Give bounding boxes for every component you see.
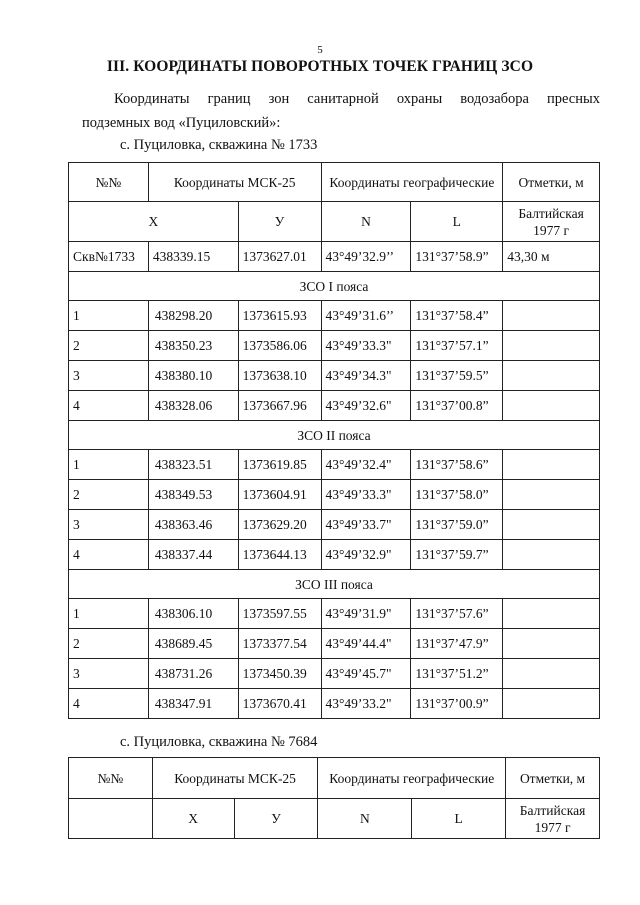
cell-y: 1373629.20 (238, 510, 321, 540)
cell-x: 438349.53 (148, 480, 238, 510)
cell-l: 131°37’47.9” (411, 629, 503, 659)
cell-l: 131°37’00.9” (411, 689, 503, 719)
cell-x: 438298.20 (148, 301, 238, 331)
cell-num: 1 (69, 599, 149, 629)
table-row (69, 391, 600, 421)
header-msk: Координаты МСК-25 (152, 758, 318, 799)
cell-mark (503, 480, 600, 510)
cell-num: 1 (69, 450, 149, 480)
cell-n: 43°49’45.7" (321, 659, 411, 689)
cell-num: 4 (69, 391, 149, 421)
header-num: №№ (69, 758, 153, 799)
header-baltic: Балтийская 1977 г (506, 799, 600, 839)
well-cell: Скв№1733 (69, 242, 149, 272)
cell-y: 1373667.96 (238, 391, 321, 421)
header-msk: Координаты МСК-25 (148, 163, 321, 202)
cell-y: 1373644.13 (238, 540, 321, 570)
section-heading: III. КООРДИНАТЫ ПОВОРОТНЫХ ТОЧЕК ГРАНИЦ ЗСО (106, 58, 534, 75)
cell-x: 438328.06 (148, 391, 238, 421)
cell-n: 43°49’34.3" (321, 361, 411, 391)
cell-x: 438337.44 (148, 540, 238, 570)
intro-text-line1: Координаты границ зон санитарной охраны водозабора пресных (114, 91, 600, 107)
intro-text-line2: подземных вод «Пуциловский»: (82, 115, 281, 131)
zone3-title: ЗСО III пояса (69, 570, 600, 599)
cell-x: 438689.45 (148, 629, 238, 659)
table-row (69, 331, 600, 361)
zone1-title: ЗСО I пояса (69, 272, 600, 301)
cell-l: 131°37’57.6” (411, 599, 503, 629)
well-l: 131°37’58.9” (411, 242, 503, 272)
table-row (69, 540, 600, 570)
cell-y: 1373638.10 (238, 361, 321, 391)
header-marks: Отметки, м (506, 758, 600, 799)
cell-y: 1373619.85 (238, 450, 321, 480)
cell-y: 1373450.39 (238, 659, 321, 689)
cell-l: 131°37’58.4” (411, 301, 503, 331)
cell-n: 43°49’31.6’’ (321, 301, 411, 331)
table-row-well (69, 242, 600, 272)
cell-num: 3 (69, 659, 149, 689)
cell-x: 438306.10 (148, 599, 238, 629)
table-row (69, 599, 600, 629)
cell-mark (503, 450, 600, 480)
cell-n: 43°49’32.9" (321, 540, 411, 570)
zone2-title: ЗСО II пояса (69, 421, 600, 450)
cell-mark (503, 301, 600, 331)
cell-n: 43°49’31.9" (321, 599, 411, 629)
cell-mark (503, 629, 600, 659)
cell-y: 1373377.54 (238, 629, 321, 659)
cell-l: 131°37’59.0” (411, 510, 503, 540)
header-num: №№ (69, 163, 149, 202)
header-marks: Отметки, м (503, 163, 600, 202)
cell-y: 1373586.06 (238, 331, 321, 361)
cell-n: 43°49’33.7" (321, 510, 411, 540)
cell-mark (503, 361, 600, 391)
cell-mark (503, 510, 600, 540)
cell-n: 43°49’33.3" (321, 480, 411, 510)
well-mark: 43,30 м (503, 242, 600, 272)
cell-num: 2 (69, 331, 149, 361)
cell-num: 2 (69, 480, 149, 510)
cell-y: 1373597.55 (238, 599, 321, 629)
cell-mark (503, 540, 600, 570)
cell-n: 43°49’32.4" (321, 450, 411, 480)
cell-x: 438323.51 (148, 450, 238, 480)
cell-mark (503, 689, 600, 719)
cell-l: 131°37’58.6” (411, 450, 503, 480)
header-baltic: Балтийская 1977 г (503, 202, 600, 242)
coordinates-table-well-7684 (68, 757, 600, 839)
cell-l: 131°37’00.8” (411, 391, 503, 421)
header-n: N (321, 202, 411, 242)
cell-x: 438350.23 (148, 331, 238, 361)
header-geo: Координаты географические (321, 163, 503, 202)
cell-mark (503, 331, 600, 361)
cell-num: 2 (69, 629, 149, 659)
cell-num: 1 (69, 301, 149, 331)
cell-l: 131°37’59.5” (411, 361, 503, 391)
table-row (69, 480, 600, 510)
cell-n: 43°49’44.4" (321, 629, 411, 659)
page-number: 5 (317, 44, 323, 56)
cell-n: 43°49’33.2" (321, 689, 411, 719)
header-y: У (238, 202, 321, 242)
cell-l: 131°37’58.0” (411, 480, 503, 510)
well-n: 43°49’32.9’’ (321, 242, 411, 272)
header-x: X (69, 202, 239, 242)
table-row (69, 629, 600, 659)
table-row (69, 361, 600, 391)
cell-num: 4 (69, 540, 149, 570)
cell-x: 438380.10 (148, 361, 238, 391)
cell-l: 131°37’51.2” (411, 659, 503, 689)
cell-y: 1373604.91 (238, 480, 321, 510)
header-n: N (318, 799, 412, 839)
coordinates-table-well-1733 (68, 162, 600, 719)
cell-mark (503, 599, 600, 629)
header-x: X (152, 799, 234, 839)
cell-num: 3 (69, 361, 149, 391)
well-y: 1373627.01 (238, 242, 321, 272)
cell-l: 131°37’59.7” (411, 540, 503, 570)
cell-x: 438347.91 (148, 689, 238, 719)
cell-y: 1373615.93 (238, 301, 321, 331)
table-row (69, 510, 600, 540)
cell-y: 1373670.41 (238, 689, 321, 719)
header-l: L (411, 202, 503, 242)
table1-caption: с. Пуциловка, скважина № 1733 (120, 137, 318, 153)
header-geo: Координаты географические (318, 758, 506, 799)
header-l: L (412, 799, 506, 839)
table-row (69, 301, 600, 331)
cell-n: 43°49’33.3" (321, 331, 411, 361)
cell-n: 43°49’32.6" (321, 391, 411, 421)
well-x: 438339.15 (148, 242, 238, 272)
table-row (69, 689, 600, 719)
cell-x: 438363.46 (148, 510, 238, 540)
table-row (69, 450, 600, 480)
cell-num: 3 (69, 510, 149, 540)
cell-mark (503, 659, 600, 689)
cell-num: 4 (69, 689, 149, 719)
header-empty (69, 799, 153, 839)
cell-x: 438731.26 (148, 659, 238, 689)
table2-caption: с. Пуциловка, скважина № 7684 (120, 734, 318, 750)
header-y: У (234, 799, 318, 839)
cell-l: 131°37’57.1” (411, 331, 503, 361)
cell-mark (503, 391, 600, 421)
table-row (69, 659, 600, 689)
